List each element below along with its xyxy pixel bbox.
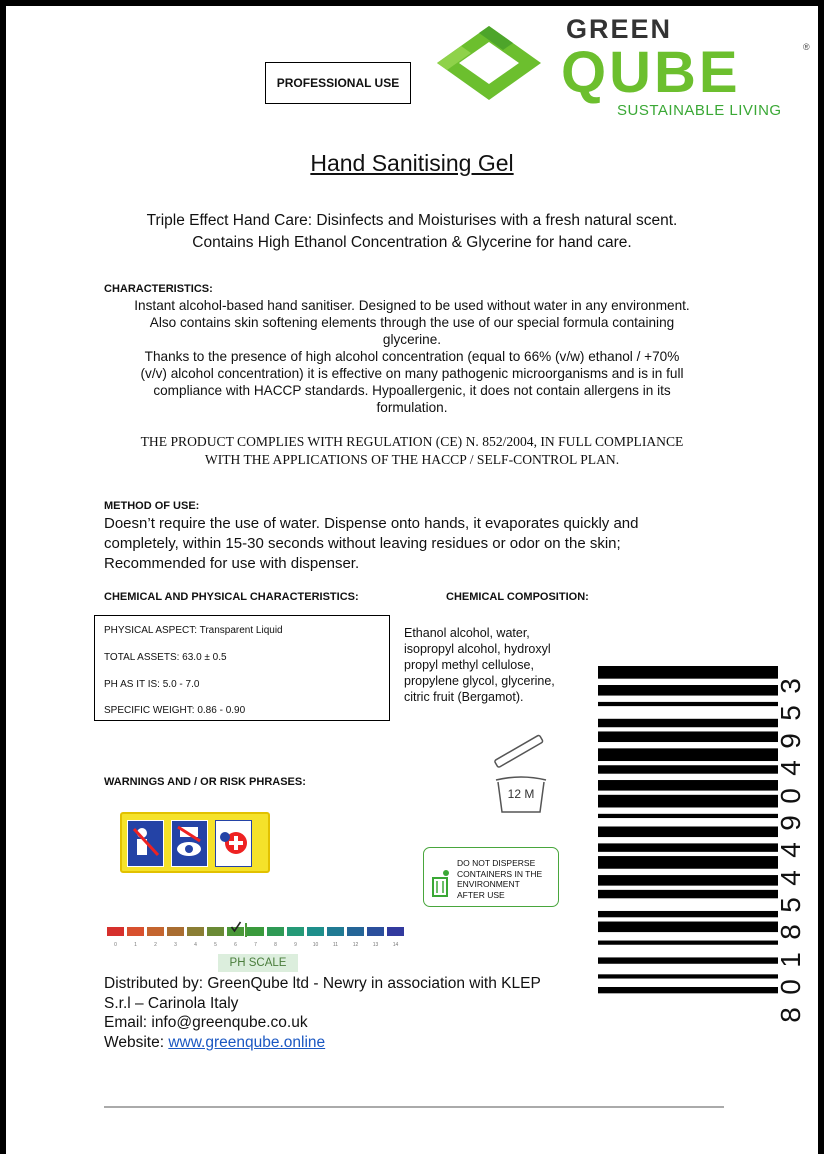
total-assets: TOTAL ASSETS: 63.0 ± 0.5	[104, 652, 227, 663]
barcode-digit: 4	[775, 869, 806, 886]
barcode-bar	[598, 795, 778, 808]
barcode-bar	[598, 685, 778, 696]
contact-email[interactable]: Email: info@greenqube.co.uk	[104, 1014, 308, 1031]
regulation-statement	[6, 433, 818, 469]
distributor-line: Distributed by: GreenQube ltd - Newry in association with KLEP	[104, 975, 541, 992]
ph-tick-label: 11	[332, 942, 339, 948]
composition-line: citric fruit (Bergamot).	[404, 690, 524, 704]
bin-disposal-icon	[430, 868, 452, 898]
barcode-bar	[598, 780, 778, 791]
barcode-bar	[598, 731, 778, 742]
open-jar-icon	[488, 734, 554, 816]
composition-line: propylene glycol, glycerine,	[404, 674, 555, 688]
professional-use-box: PROFESSIONAL USE	[265, 62, 411, 104]
website-label: Website:	[104, 1033, 169, 1051]
disposal-notice	[423, 847, 559, 907]
characteristics-line: Thanks to the presence of high alcohol concentration (equal to 66% (v/w) ethanol / +70%	[144, 349, 680, 364]
composition-line: isopropyl alcohol, hydroxyl	[404, 642, 551, 656]
avoid-eye-contact-icon	[171, 820, 208, 867]
ph-tick-label: 6	[234, 942, 237, 948]
characteristics-line: Also contains skin softening elements through the use of our special formula containing	[149, 315, 675, 330]
barcode-digit: 0	[775, 787, 806, 804]
method-heading: METHOD OF USE:	[104, 500, 200, 512]
logo-tagline: SUSTAINABLE LIVING	[617, 102, 782, 119]
ph-swatch	[327, 927, 344, 936]
barcode-bar	[598, 890, 778, 898]
physical-aspect: PHYSICAL ASPECT: Transparent Liquid	[104, 625, 283, 636]
disposal-text	[457, 858, 542, 900]
barcode-bar	[598, 941, 778, 945]
specific-weight: SPECIFIC WEIGHT: 0.86 - 0.90	[104, 705, 246, 716]
ph-tick-label: 7	[254, 942, 257, 948]
ph-tick-label: 14	[392, 942, 399, 948]
composition-text	[404, 625, 555, 705]
characteristics-line: (v/v) alcohol concentration) it is effective on many pathogenic microorganisms and is in full	[140, 366, 684, 381]
ph-as-it-is: PH AS IT IS: 5.0 - 7.0	[104, 679, 200, 690]
ph-tick-label: 9	[294, 942, 297, 948]
composition-line: propyl methyl cellulose,	[404, 658, 534, 672]
barcode-bar	[598, 826, 778, 837]
barcode	[598, 666, 778, 1006]
ph-tick-label: 5	[214, 942, 217, 948]
logo-qube-text: QUBE	[561, 40, 741, 105]
logo-green-text: GREEN	[566, 14, 673, 44]
barcode-bar	[598, 974, 778, 978]
registered-mark: ®	[803, 42, 810, 52]
barcode-digit: 4	[775, 760, 806, 776]
ph-tick-label: 13	[372, 942, 379, 948]
pao-label: 12 M	[507, 787, 535, 801]
barcode-bar	[598, 957, 778, 963]
barcode-digit: 9	[775, 815, 806, 831]
characteristics-heading: CHARACTERISTICS:	[104, 283, 213, 295]
ph-swatch	[367, 927, 384, 936]
barcode-bar	[598, 922, 778, 933]
method-text	[104, 514, 639, 574]
product-sheet-page	[6, 6, 818, 1154]
characteristics-line: Instant alcohol-based hand sanitiser. Designed to be used without water in any environment.	[134, 298, 690, 313]
ph-swatch	[147, 927, 164, 936]
ph-tick-label: 8	[274, 942, 277, 948]
method-line: Doesn’t require the use of water. Dispense onto hands, it evaporates quickly and	[104, 515, 639, 532]
regulation-line: THE PRODUCT COMPLIES WITH REGULATION (CE) N. 852/2004, IN FULL COMPLIANCE	[140, 434, 684, 449]
barcode-digit: 5	[775, 897, 806, 913]
do-not-ingest-icon	[127, 820, 164, 867]
ph-swatch	[247, 927, 264, 936]
barcode-digits	[776, 670, 806, 1026]
composition-heading: CHEMICAL COMPOSITION:	[446, 591, 589, 603]
website-line	[104, 1033, 541, 1053]
ph-tick-label: 12	[352, 942, 359, 948]
disposal-line: AFTER USE	[457, 889, 505, 900]
ph-divider	[245, 923, 247, 937]
barcode-bar	[598, 814, 778, 818]
intro-line-2: Contains High Ethanol Concentration & Glycerine for hand care.	[192, 234, 632, 251]
ph-tick-label: 3	[174, 942, 177, 948]
ph-tick-label: 10	[312, 942, 319, 948]
characteristics-line: glycerine.	[382, 332, 442, 347]
characteristics-line: compliance with HACCP standards. Hypoallergenic, it does not contain allergens in its	[153, 383, 671, 398]
distribution-info	[104, 974, 541, 1052]
warning-pictograms	[120, 812, 270, 873]
ph-swatch	[347, 927, 364, 936]
barcode-digit: 9	[775, 732, 806, 749]
ph-swatch	[307, 927, 324, 936]
footer-divider	[104, 1106, 724, 1108]
composition-line: Ethanol alcohol, water,	[404, 626, 530, 640]
website-link[interactable]: www.greenqube.online	[168, 1033, 326, 1051]
barcode-bar	[598, 987, 778, 993]
barcode-digit: 8	[775, 1006, 806, 1023]
warnings-heading: WARNINGS AND / OR RISK PHRASES:	[104, 776, 306, 788]
barcode-digit: 8	[775, 924, 806, 941]
ph-swatch	[107, 927, 124, 936]
characteristics-line: formulation.	[376, 400, 448, 415]
barcode-bar	[598, 666, 778, 679]
barcode-bar	[598, 911, 778, 917]
ph-swatch	[167, 927, 184, 936]
barcode-bar	[598, 843, 778, 851]
barcode-bar	[598, 748, 778, 761]
barcode-digit: 0	[775, 979, 806, 996]
ph-tick-label: 2	[154, 942, 157, 948]
barcode-digit: 4	[775, 842, 806, 859]
ph-swatch	[127, 927, 144, 936]
ph-tick-label: 1	[134, 942, 137, 948]
ph-scale-label: PH SCALE	[218, 954, 298, 972]
method-line: completely, within 15-30 seconds without leaving residues or odor on the skin;	[104, 535, 621, 552]
page-title: Hand Sanitising Gel	[310, 150, 514, 176]
ph-scale-bar	[107, 921, 407, 951]
greenqube-logo	[425, 8, 818, 119]
disposal-line: ENVIRONMENT	[457, 879, 520, 889]
barcode-bar	[598, 765, 778, 773]
barcode-digit: 1	[775, 952, 806, 968]
intro-line-1: Triple Effect Hand Care: Disinfects and Moisturises with a fresh natural scent.	[146, 212, 678, 229]
ph-swatch	[207, 927, 224, 936]
distributor-location: S.r.l – Carinola Italy	[104, 994, 239, 1012]
ph-tick-label: 0	[114, 942, 117, 948]
ph-swatch	[387, 927, 404, 936]
barcode-digit: 3	[775, 678, 806, 694]
ph-tick-label: 4	[194, 942, 197, 948]
barcode-digit: 5	[775, 705, 806, 722]
barcode-bar	[598, 856, 778, 869]
first-aid-icon	[215, 820, 252, 867]
disposal-line: DO NOT DISPERSE	[457, 858, 536, 868]
disposal-line: CONTAINERS IN THE	[457, 868, 543, 879]
chem-phys-heading: CHEMICAL AND PHYSICAL CHARACTERISTICS:	[104, 591, 359, 603]
greenqube-cube-icon	[433, 22, 545, 104]
barcode-bar	[598, 719, 778, 727]
chem-phys-table	[94, 615, 390, 721]
barcode-bar	[598, 875, 778, 886]
barcode-bar	[598, 702, 778, 706]
characteristics-text	[6, 297, 818, 416]
method-line: Recommended for use with dispenser.	[104, 555, 360, 572]
ph-swatch	[187, 927, 204, 936]
ph-swatch	[287, 927, 304, 936]
ph-swatch	[267, 927, 284, 936]
regulation-line: WITH THE APPLICATIONS OF THE HACCP / SELF-CONTROL PLAN.	[204, 452, 620, 467]
